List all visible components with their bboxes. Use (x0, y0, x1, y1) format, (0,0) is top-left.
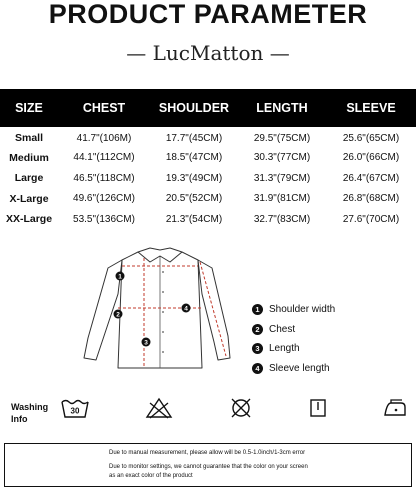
column-header-length: LENGTH (238, 89, 326, 127)
notice-line-2: Due to monitor settings, we cannot guarantee that the color on your screen (109, 464, 308, 470)
column-header-chest: CHEST (58, 89, 150, 127)
shirt-measurement-diagram (78, 246, 242, 372)
shoulder-cell: 19.3"(49CM) (165, 172, 223, 184)
shoulder-cell: 17.7"(45CM) (165, 132, 223, 144)
length-cell: 31.9"(81CM) (253, 193, 311, 205)
washing-label-line1: Washing (11, 402, 49, 412)
shoulder-cell: 20.5"(52CM) (165, 193, 223, 205)
washing-label-line2: Info (11, 414, 28, 424)
table-row (0, 148, 416, 169)
chest-cell: 46.5"(118CM) (73, 172, 135, 184)
wash-temperature: 30 (70, 406, 80, 416)
iron-low-icon (382, 396, 408, 420)
washing-info-label (11, 401, 48, 425)
washing-info-row (0, 394, 416, 428)
length-cell: 31.3"(79CM) (253, 172, 311, 184)
legend-number: 4 (252, 363, 263, 374)
shoulder-cell: 18.5"(47CM) (165, 152, 223, 164)
diagram-marker-2: 2 (116, 311, 120, 319)
size-cell: Medium (9, 151, 49, 164)
legend-item (252, 359, 412, 379)
legend-label: Sleeve length (269, 362, 330, 374)
legend-label: Shoulder width (269, 304, 336, 316)
measurement-notice (4, 443, 412, 487)
sleeve-cell: 26.4"(67CM) (342, 172, 400, 184)
table-row (0, 127, 416, 148)
length-cell: 32.7"(83CM) (253, 213, 311, 225)
wash-30-icon (60, 396, 90, 420)
length-cell: 29.5"(75CM) (253, 132, 311, 144)
legend-number: 1 (252, 304, 263, 315)
shirt-right-sleeve (198, 260, 230, 360)
table-row (0, 189, 416, 210)
chest-cell: 44.1"(112CM) (73, 152, 135, 164)
shoulder-cell: 21.3"(54CM) (165, 213, 223, 225)
legend-number: 2 (252, 324, 263, 335)
chest-cell: 53.5"(136CM) (73, 213, 135, 225)
length-cell: 30.3"(77CM) (253, 152, 311, 164)
diagram-marker-4: 4 (184, 305, 188, 313)
size-table (0, 89, 416, 230)
legend-number: 3 (252, 343, 263, 354)
line-dry-icon (308, 396, 328, 420)
chest-cell: 41.7"(106M) (76, 132, 132, 144)
table-row (0, 168, 416, 189)
column-header-shoulder: SHOULDER (150, 89, 238, 127)
column-header-size: SIZE (0, 89, 58, 127)
legend-label: Chest (269, 323, 296, 335)
sleeve-cell: 26.8"(68CM) (342, 193, 400, 205)
legend-item (252, 339, 412, 359)
measurement-legend (252, 300, 412, 378)
notice-line-3: as an exact color of the product (109, 473, 193, 479)
diagram-marker-1: 1 (118, 273, 122, 281)
size-cell: XX-Large (5, 213, 53, 226)
column-header-sleeve: SLEEVE (326, 89, 416, 127)
diagram-marker-3: 3 (144, 339, 148, 347)
chest-cell: 49.6"(126CM) (73, 193, 135, 205)
brand-name: — LucMatton — (126, 41, 290, 65)
legend-item (252, 320, 412, 340)
notice-line-1: Due to manual measurement, please allow will be 0.5-1.0inch/1-3cm error (109, 450, 306, 456)
table-row (0, 209, 416, 230)
legend-item (252, 300, 412, 320)
sleeve-cell: 25.6"(65CM) (342, 132, 400, 144)
size-cell: X-Large (9, 192, 49, 205)
sleeve-cell: 27.6"(70CM) (342, 213, 400, 225)
size-cell: Small (14, 132, 43, 145)
page-title: PRODUCT PARAMETER (48, 0, 368, 29)
no-dry-clean-icon (228, 396, 254, 420)
sleeve-cell: 26.0"(66CM) (342, 152, 400, 164)
no-bleach-icon (145, 396, 173, 420)
legend-label: Length (269, 343, 300, 355)
table-header-row (0, 89, 416, 127)
size-cell: Large (14, 172, 44, 185)
